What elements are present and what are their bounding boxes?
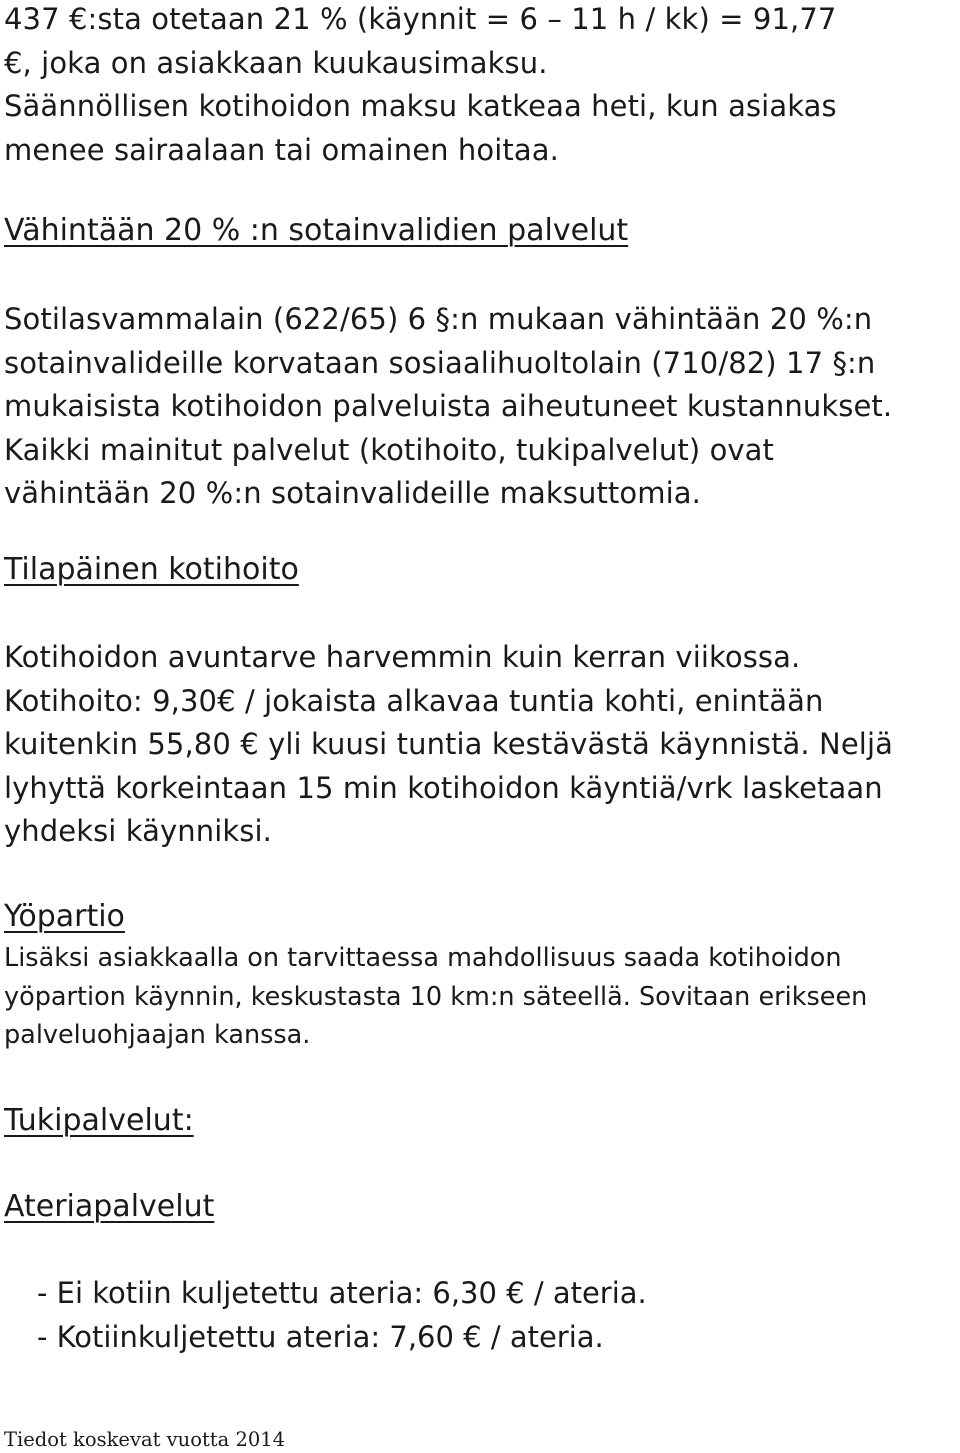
support-services-heading: Tukipalvelut:	[4, 1103, 194, 1138]
temporary-care-heading: Tilapäinen kotihoito	[4, 552, 299, 587]
night-patrol-heading: Yöpartio	[4, 899, 125, 934]
night-patrol-line: Lisäksi asiakkaalla on tarvittaessa mahdollisuus saada kotihoidon	[4, 943, 842, 973]
veterans-line: vähintään 20 %:n sotainvalideille maksuttomia.	[4, 476, 701, 510]
meal-services-heading: Ateriapalvelut	[4, 1189, 215, 1224]
page-footer: Tiedot koskevat vuotta 2014	[4, 1428, 286, 1451]
intro-line: €, joka on asiakkaan kuukausimaksu.	[4, 45, 548, 80]
veterans-heading: Vähintään 20 % :n sotainvalidien palvelut	[4, 213, 629, 248]
temporary-care-line: yhdeksi käynniksi.	[4, 814, 272, 848]
temporary-care-paragraph	[4, 636, 893, 854]
veterans-paragraph	[4, 298, 892, 516]
intro-line: 437 €:sta otetaan 21 % (käynnit = 6 – 11 h / kk) = 91,77	[4, 2, 837, 36]
veterans-line: Kaikki mainitut palvelut (kotihoito, tukipalvelut) ovat	[4, 432, 775, 467]
veterans-line: mukaisista kotihoidon palveluista aiheutuneet kustannukset.	[4, 389, 893, 423]
intro-line: Säännöllisen kotihoidon maksu katkeaa heti, kun asiakas	[4, 89, 837, 123]
meal-price-item: - Ei kotiin kuljetettu ateria: 6,30 € / ateria.	[37, 1276, 647, 1310]
meal-price-list	[37, 1272, 647, 1359]
meal-price-item: - Kotiinkuljetettu ateria: 7,60 € / ateria.	[37, 1319, 604, 1354]
intro-line: menee sairaalaan tai omainen hoitaa.	[4, 132, 559, 167]
night-patrol-paragraph	[4, 939, 867, 1055]
night-patrol-line: palveluohjaajan kanssa.	[4, 1020, 311, 1050]
veterans-line: sotainvalideille korvataan sosiaalihuoltolain (710/82) 17 §:n	[4, 345, 876, 380]
temporary-care-line: Kotihoidon avuntarve harvemmin kuin kerran viikossa.	[4, 640, 801, 674]
temporary-care-line: lyhyttä korkeintaan 15 min kotihoidon käyntiä/vrk lasketaan	[4, 770, 883, 805]
night-patrol-line: yöpartion käynnin, keskustasta 10 km:n säteellä. Sovitaan erikseen	[4, 981, 868, 1012]
veterans-line: Sotilasvammalain (622/65) 6 §:n mukaan vähintään 20 %:n	[4, 302, 873, 336]
temporary-care-line: kuitenkin 55,80 € yli kuusi tuntia kestävästä käynnistä. Neljä	[4, 727, 893, 761]
intro-paragraph	[4, 0, 837, 172]
temporary-care-line: Kotihoito: 9,30€ / jokaista alkavaa tuntia kohti, enintään	[4, 683, 824, 718]
